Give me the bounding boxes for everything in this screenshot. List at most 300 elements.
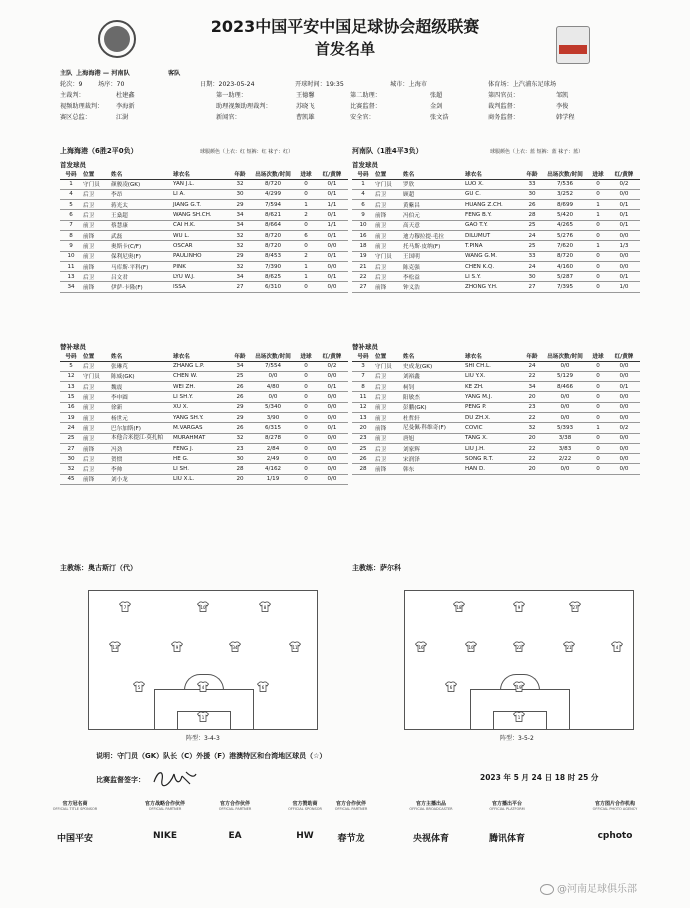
cell-goals: 0	[588, 382, 608, 392]
cell-apps: 3/252	[542, 189, 588, 199]
sponsor-item	[200, 800, 270, 845]
player-shirt-icon	[119, 601, 131, 612]
cell-num: 9	[60, 241, 82, 251]
cell-goals: 0	[296, 474, 316, 484]
cell-cards: 0/2	[608, 423, 640, 433]
cell-age: 20	[522, 464, 542, 474]
cell-pos: 后卫	[82, 464, 110, 474]
sponsor-subcaption: OFFICIAL PARTNER	[218, 807, 252, 811]
svg-text:9: 9	[175, 645, 179, 651]
cell-pos: 前卫	[82, 220, 110, 230]
venue-mgr-value: 江澍	[116, 114, 129, 121]
cell-num: 8	[352, 382, 374, 392]
cell-goals: 1	[296, 272, 316, 282]
cell-apps: 5/420	[542, 210, 588, 220]
away-kit-note: 球服颜色（上衣：蓝 短裤：蓝 袜子：蓝）	[490, 149, 584, 155]
venue: 体育场：上汽浦东足球场	[488, 81, 557, 88]
cell-num: 8	[60, 230, 82, 240]
cell-name: 蒋光太	[110, 200, 172, 210]
cell-apps: 2/84	[250, 443, 296, 453]
cell-name: 徐新	[110, 402, 172, 412]
cell-goals: 0	[296, 423, 316, 433]
cell-num: 10	[60, 251, 82, 261]
cell-apps: 0/0	[250, 392, 296, 402]
cell-shirt-name: DU ZH.X.	[464, 412, 522, 422]
cell-num: 32	[60, 464, 82, 474]
cell-apps: 4/80	[250, 382, 296, 392]
cell-age: 26	[522, 200, 542, 210]
cell-apps: 5/276	[542, 230, 588, 240]
cell-num: 5	[60, 361, 82, 371]
cell-pos: 后卫	[82, 189, 110, 199]
safety-value: 张文浩	[430, 114, 449, 121]
table-row	[60, 220, 348, 230]
cell-goals: 0	[296, 241, 316, 251]
cell-num: 11	[60, 261, 82, 271]
column-header-name: 姓名	[402, 170, 464, 179]
cell-shirt-name: GU C.	[464, 189, 522, 199]
cell-goals: 0	[296, 371, 316, 381]
avar-value: 苏晓飞	[296, 103, 315, 110]
cell-cards: 0/1	[316, 179, 348, 189]
svg-text:1: 1	[517, 715, 521, 721]
sponsor-subcaption: OFFICIAL SPONSOR	[288, 807, 322, 811]
cell-goals: 0	[296, 179, 316, 189]
table-row	[60, 423, 348, 433]
sponsor-item	[580, 800, 650, 845]
cell-name: 冯劲	[110, 443, 172, 453]
cell-age: 20	[230, 474, 250, 484]
column-header-cards: 红/黄牌	[316, 352, 348, 361]
table-row	[352, 251, 640, 261]
table-row	[352, 382, 640, 392]
player-shirt-icon	[197, 681, 209, 692]
away-coach	[352, 563, 401, 573]
player-shirt-icon	[133, 681, 145, 692]
sponsor-logo: NIKE	[152, 831, 177, 841]
player-shirt-icon	[445, 681, 457, 692]
table-row	[352, 402, 640, 412]
cell-name: 高天意	[402, 220, 464, 230]
cell-pos: 后卫	[374, 382, 402, 392]
cell-pos: 前卫	[82, 392, 110, 402]
cell-cards: 0/0	[608, 251, 640, 261]
cell-pos: 前卫	[374, 230, 402, 240]
ref-sup-value: 李俊	[556, 103, 569, 110]
svg-text:9: 9	[517, 605, 521, 611]
svg-text:10: 10	[468, 645, 474, 651]
cell-goals: 1	[296, 261, 316, 271]
column-header-num: 号码	[60, 352, 82, 361]
legend-note: 说明：守门员（GK）队长（C）外援（F）港澳特区和台湾地区球员（☆）	[96, 752, 327, 760]
cell-pos: 后卫	[374, 272, 402, 282]
cell-apps: 8/720	[542, 251, 588, 261]
svg-text:27: 27	[572, 605, 578, 611]
cell-pos: 前锋	[374, 210, 402, 220]
cell-shirt-name: OSCAR	[172, 241, 230, 251]
cell-goals: 1	[588, 241, 608, 251]
cell-goals: 0	[588, 464, 608, 474]
sponsor-caption: 官方战略合作伙伴	[144, 801, 185, 807]
cell-name: 刘家辉	[402, 443, 464, 453]
cell-age: 32	[522, 423, 542, 433]
cell-shirt-name: T.PINA	[464, 241, 522, 251]
cell-name: 陈克强	[402, 261, 464, 271]
cell-apps: 0/0	[542, 464, 588, 474]
table-row	[352, 412, 640, 422]
svg-text:7: 7	[123, 605, 127, 611]
table-row	[352, 433, 640, 443]
sponsor-subcaption: OFFICIAL TITLE SPONSOR	[52, 807, 98, 811]
table-row	[60, 454, 348, 464]
sponsor-logo: 春节龙	[337, 834, 365, 844]
home-subs-table	[60, 352, 348, 485]
table-row	[60, 189, 348, 199]
cell-cards: 0/0	[608, 454, 640, 464]
cell-name: 王国明	[402, 251, 464, 261]
player-shirt-icon	[569, 601, 581, 612]
cell-age: 24	[522, 230, 542, 240]
sponsor-caption: 官方冠名商	[62, 801, 88, 807]
cell-age: 28	[522, 210, 542, 220]
cell-goals: 0	[588, 230, 608, 240]
cell-pos: 前卫	[82, 423, 110, 433]
cell-name: 阳敏杰	[402, 392, 464, 402]
commercial-value: 韩学程	[556, 114, 575, 121]
column-header-apps: 出场次数/时间	[542, 352, 588, 361]
cell-apps: 8/621	[250, 210, 296, 220]
cell-cards: 0/0	[608, 392, 640, 402]
table-row	[60, 200, 348, 210]
cell-age: 30	[230, 189, 250, 199]
cell-pos: 前卫	[374, 402, 402, 412]
cell-name: 伊萨·卡隆(F)	[110, 282, 172, 292]
column-header-age: 年龄	[230, 170, 250, 179]
cell-apps: 0/0	[542, 361, 588, 371]
cell-name: 唐旭	[402, 433, 464, 443]
cell-cards: 0/0	[608, 402, 640, 412]
sponsor-caption: 官方播出平台	[491, 801, 522, 807]
cell-age: 29	[230, 200, 250, 210]
fourth-label: 第四官员：	[488, 92, 519, 99]
table-row	[352, 189, 640, 199]
cell-shirt-name: LIU Y.X.	[464, 371, 522, 381]
cell-pos: 守门员	[374, 179, 402, 189]
avar-label: 助理视频助理裁判：	[216, 103, 272, 110]
ar1-value: 王德馨	[296, 92, 315, 99]
cell-pos: 后卫	[82, 272, 110, 282]
table-row	[60, 361, 348, 371]
table-row	[352, 272, 640, 282]
cell-pos: 守门员	[82, 179, 110, 189]
cell-age: 29	[230, 412, 250, 422]
cell-goals: 0	[296, 189, 316, 199]
cell-pos: 前卫	[374, 412, 402, 422]
column-header-name: 姓名	[402, 352, 464, 361]
cell-name: 贺惯	[110, 454, 172, 464]
table-row	[352, 443, 640, 453]
cell-cards: 0/0	[316, 464, 348, 474]
sponsor-logo: 中国平安	[56, 834, 93, 844]
home-starters-table	[60, 170, 348, 293]
cell-num: 27	[60, 443, 82, 453]
home-coach-label: 主教练：	[60, 564, 88, 572]
cell-cards: 0/0	[608, 261, 640, 271]
cell-num: 16	[352, 230, 374, 240]
cell-age: 22	[522, 371, 542, 381]
cell-goals: 0	[588, 251, 608, 261]
svg-text:21: 21	[566, 645, 572, 651]
away-subs-header-row	[352, 352, 640, 361]
sponsor-item	[396, 800, 466, 845]
press-label: 新闻官：	[216, 114, 241, 121]
cell-age: 22	[522, 443, 542, 453]
column-header-pos: 位置	[82, 352, 110, 361]
cell-num: 27	[352, 282, 374, 292]
away-subs-table	[352, 352, 640, 475]
svg-text:11: 11	[292, 645, 298, 651]
cell-age: 30	[522, 272, 542, 282]
table-row	[60, 371, 348, 381]
cell-apps: 2/49	[250, 454, 296, 464]
cell-apps: 7/395	[542, 282, 588, 292]
cell-apps: 5/393	[542, 423, 588, 433]
player-shirt-icon	[513, 711, 525, 722]
referee-label: 主裁判：	[60, 92, 85, 99]
cell-apps: 7/594	[250, 200, 296, 210]
cell-apps: 8/720	[250, 241, 296, 251]
cell-name: 刘裕鑫	[402, 371, 464, 381]
svg-text:6: 6	[449, 685, 453, 691]
player-shirt-icon	[257, 681, 269, 692]
sponsor-logo: 央视体育	[412, 834, 449, 844]
cell-age: 25	[230, 371, 250, 381]
cell-pos: 守门员	[82, 371, 110, 381]
cell-num: 11	[352, 392, 374, 402]
cell-goals: 0	[588, 282, 608, 292]
table-row	[352, 423, 640, 433]
cell-shirt-name: WU L.	[172, 230, 230, 240]
svg-text:13: 13	[112, 645, 118, 651]
match-label: 上海海港 — 河南队	[76, 70, 130, 77]
cell-pos: 后卫	[374, 189, 402, 199]
cell-pos: 后卫	[82, 210, 110, 220]
cell-age: 24	[522, 361, 542, 371]
cell-shirt-name: YANG SH.Y.	[172, 412, 230, 422]
page-title: 2023中国平安中国足球协会超级联赛	[210, 17, 480, 36]
match-no: 场序：70	[98, 81, 125, 88]
round: 轮次：9	[60, 81, 83, 88]
table-row	[60, 443, 348, 453]
cell-cards: 0/1	[316, 189, 348, 199]
cell-pos: 前卫	[374, 220, 402, 230]
cell-cards: 0/0	[316, 371, 348, 381]
cell-num: 9	[352, 210, 374, 220]
column-header-age: 年龄	[522, 170, 542, 179]
ar2-value: 张超	[430, 92, 443, 99]
cell-num: 13	[60, 272, 82, 282]
svg-text:16: 16	[418, 645, 424, 651]
cell-age: 22	[522, 454, 542, 464]
table-row	[60, 230, 348, 240]
cell-age: 32	[230, 241, 250, 251]
cell-age: 34	[230, 220, 250, 230]
ref-sup-label: 裁判监督：	[488, 103, 519, 110]
sponsor-caption: 官方图片合作机构	[594, 801, 635, 807]
table-row	[352, 241, 640, 251]
cell-age: 32	[230, 230, 250, 240]
cell-shirt-name: YANG M.J.	[464, 392, 522, 402]
var-value: 李海新	[116, 103, 135, 110]
cell-num: 22	[352, 272, 374, 282]
table-row	[352, 282, 640, 292]
player-shirt-icon	[611, 641, 623, 652]
cell-apps: 5/129	[542, 371, 588, 381]
svg-text:4: 4	[615, 645, 619, 651]
sponsor-logo: 腾讯体育	[488, 834, 525, 844]
cell-name: 罗欣	[402, 179, 464, 189]
cell-age: 32	[230, 433, 250, 443]
cell-pos: 前卫	[82, 433, 110, 443]
match-sup-value: 金剑	[430, 103, 443, 110]
cell-apps: 3/90	[250, 412, 296, 422]
column-header-name: 姓名	[110, 352, 172, 361]
cell-num: 19	[60, 412, 82, 422]
cell-shirt-name: ZHANG L.P.	[172, 361, 230, 371]
cell-age: 25	[522, 241, 542, 251]
cell-cards: 0/0	[608, 189, 640, 199]
cell-shirt-name: KE ZH.	[464, 382, 522, 392]
cell-name: 吕文君	[110, 272, 172, 282]
cell-apps: 8/720	[250, 230, 296, 240]
cell-shirt-name: CHEN W.	[172, 371, 230, 381]
cell-pos: 后卫	[374, 261, 402, 271]
cell-cards: 0/0	[316, 402, 348, 412]
cell-pos: 后卫	[374, 443, 402, 453]
player-shirt-icon	[513, 681, 525, 692]
cell-name: 柯钊	[402, 382, 464, 392]
cell-goals: 0	[588, 361, 608, 371]
cell-pos: 后卫	[82, 200, 110, 210]
cell-shirt-name: XU X.	[172, 402, 230, 412]
cell-goals: 0	[588, 433, 608, 443]
away-subs-title: 替补球员	[352, 343, 378, 351]
sponsor-logo: HW	[296, 831, 314, 841]
cell-age: 27	[522, 282, 542, 292]
cell-num: 12	[60, 371, 82, 381]
sponsor-item	[316, 800, 386, 845]
table-row	[352, 464, 640, 474]
cell-name: 彭鹏(GK)	[402, 402, 464, 412]
sponsor-item	[130, 800, 200, 845]
cell-age: 30	[522, 189, 542, 199]
cell-cards: 0/1	[608, 220, 640, 230]
commercial-label: 商务监督：	[488, 114, 519, 121]
cell-cards: 0/1	[316, 272, 348, 282]
sign-datetime: 2023 年 5 月 24 日 18 时 25 分	[480, 773, 599, 782]
cell-num: 21	[352, 261, 374, 271]
cell-goals: 0	[588, 220, 608, 230]
table-row	[60, 210, 348, 220]
cell-pos: 后卫	[374, 454, 402, 464]
sponsor-caption: 官方合作伙伴	[219, 801, 250, 807]
cell-name: 保利尼奥(F)	[110, 251, 172, 261]
home-starters-header-row	[60, 170, 348, 179]
table-row	[352, 261, 640, 271]
column-header-num: 号码	[352, 352, 374, 361]
ar1-label: 第一助理：	[216, 92, 247, 99]
cell-cards: 0/0	[608, 443, 640, 453]
home-coach	[60, 563, 137, 573]
cell-apps: 8/625	[250, 272, 296, 282]
cell-pos: 前锋	[374, 282, 402, 292]
cell-pos: 前锋	[374, 423, 402, 433]
cell-name: 张琳芃	[110, 361, 172, 371]
cell-num: 13	[60, 382, 82, 392]
cell-pos: 前锋	[374, 464, 402, 474]
cell-cards: 1/1	[316, 220, 348, 230]
cell-shirt-name: TANG X.	[464, 433, 522, 443]
cell-goals: 0	[588, 179, 608, 189]
ar2-label: 第二助理：	[350, 92, 381, 99]
cell-num: 4	[352, 189, 374, 199]
svg-text:34: 34	[232, 645, 238, 651]
column-header-num: 号码	[352, 170, 374, 179]
cell-cards: 0/0	[608, 361, 640, 371]
cell-apps: 8/720	[250, 179, 296, 189]
svg-text:19: 19	[516, 685, 522, 691]
player-shirt-icon	[109, 641, 121, 652]
table-row	[352, 392, 640, 402]
cell-goals: 2	[296, 210, 316, 220]
cell-num: 10	[352, 220, 374, 230]
table-row	[60, 402, 348, 412]
away-label: 客队	[168, 70, 181, 77]
cell-num: 25	[352, 443, 374, 453]
cell-goals: 0	[588, 412, 608, 422]
cell-age: 26	[230, 392, 250, 402]
svg-text:6: 6	[261, 685, 265, 691]
cell-age: 34	[230, 272, 250, 282]
cell-cards: 0/2	[608, 179, 640, 189]
cell-num: 16	[60, 402, 82, 412]
cell-age: 33	[522, 251, 542, 261]
svg-text:4: 4	[201, 685, 205, 691]
cell-pos: 前锋	[82, 282, 110, 292]
cell-goals: 0	[588, 392, 608, 402]
cell-goals: 6	[296, 230, 316, 240]
cell-age: 29	[230, 251, 250, 261]
cell-age: 30	[230, 454, 250, 464]
sponsor-subcaption: OFFICIAL PARTNER	[148, 807, 182, 811]
column-header-cards: 红/黄牌	[608, 352, 640, 361]
cell-goals: 0	[588, 272, 608, 282]
cell-goals: 0	[296, 402, 316, 412]
cell-name: 托马斯·皮纳(F)	[402, 241, 464, 251]
cell-shirt-name: PENG P.	[464, 402, 522, 412]
column-header-num: 号码	[60, 170, 82, 179]
cell-name: 巴尔加斯(F)	[110, 423, 172, 433]
table-row	[352, 230, 640, 240]
cell-cards: 0/0	[608, 230, 640, 240]
cell-age: 23	[522, 402, 542, 412]
cell-cards: 0/0	[608, 371, 640, 381]
cell-num: 7	[60, 220, 82, 230]
cell-shirt-name: PINK	[172, 261, 230, 271]
sponsor-subcaption: OFFICIAL PLATFORM	[489, 807, 525, 811]
home-subs-header-row	[60, 352, 348, 361]
player-shirt-icon	[415, 641, 427, 652]
